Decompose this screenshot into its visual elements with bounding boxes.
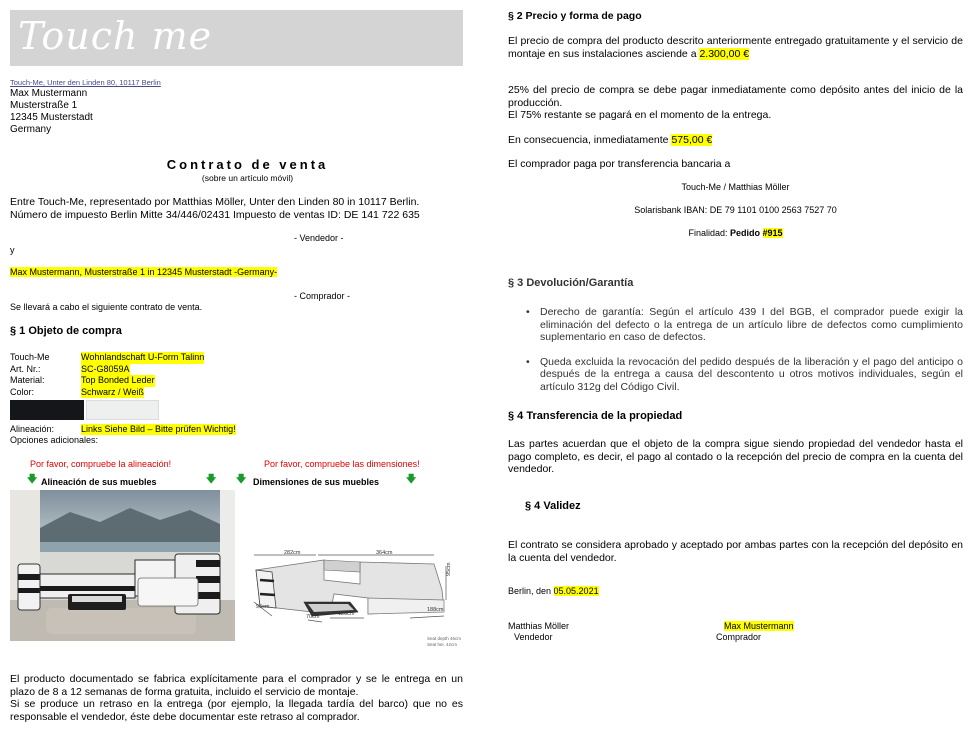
delivery-paragraph-1: El producto documentado se fabrica explícitamente para el comprador y se le entrega en un plazo de 8 a 12 semanas de forma gratuita, incluido el servicio de montaje.	[10, 673, 463, 698]
account-holder: Touch-Me / Matthias Möller	[681, 182, 790, 192]
deposit-line-2: El 75% restante se pagará en el momento de la entrega.	[508, 109, 772, 121]
color-swatch-white	[86, 400, 159, 420]
color-swatch-black	[10, 400, 84, 420]
alignment-value: Links Siehe Bild – Bitte prüfen Wichtig!	[81, 424, 236, 434]
contract-intro	[10, 196, 463, 221]
section-4-ownership-heading: § 4 Transferencia de la propiedad	[508, 410, 683, 422]
buyer-role: Comprador	[716, 632, 762, 642]
purpose-label: Finalidad:	[688, 228, 730, 238]
section-4-validity-heading: § 4 Validez	[525, 500, 581, 512]
intro-line-2	[10, 209, 463, 222]
seller-role: Vendedor	[514, 632, 553, 642]
bullet-text: Queda excluida la revocación del pedido después de la liberación y el pago del anticipo o después de la entrega a causa del descontento u otros motivos individuales, según el artículo 312g del Código Civil.	[540, 355, 963, 393]
spec-row	[10, 387, 204, 399]
check-alignment-note: Por favor, compruebe la alineación!	[30, 459, 172, 469]
recipient-name: Max Mustermann	[10, 88, 88, 99]
dim-label: 282cm	[284, 550, 301, 556]
spec-value: Schwarz / Weiß	[81, 386, 144, 397]
section-2-heading: § 2 Precio y forma de pago	[508, 10, 642, 22]
options-label: Opciones adicionales:	[10, 435, 99, 445]
delivery-paragraph-2: Si se produce un retraso en la entrega (por ejemplo, la llegada tardía del barco) que no es responsable el vendedor, éste debe documentar este retraso al comprador.	[10, 698, 463, 723]
sofa-room-photo	[10, 490, 235, 641]
bullet-text: Derecho de garantía: Según el artículo 439 I del BGB, el comprador puede exigir la eliminación del defecto o la entrega de un artículo libre de defectos como cumplimiento suplementario en caso de defectos.	[540, 306, 963, 343]
check-dimensions-note: Por favor, compruebe las dimensiones!	[264, 459, 420, 469]
item-spec-table	[10, 352, 204, 398]
dim-label: 188cm	[427, 607, 444, 613]
deposit-paragraph	[508, 84, 963, 122]
spec-label: Art. Nr.:	[10, 363, 41, 374]
ownership-paragraph: Las partes acuerdan que el objeto de la compra sigue siendo propiedad del vendedor hasta el pago completo, es decir, el pago al contado o la recepción del precio de compra en la cuenta del vendedor.	[508, 438, 963, 475]
buyer-line: Max Mustermann, Musterstraße 1 in 12345 Musterstadt -Germany-	[10, 267, 278, 277]
spec-label: Color:	[10, 386, 35, 397]
place-text: Berlin, den	[508, 586, 554, 596]
seller-label: - Vendedor -	[294, 233, 344, 243]
spec-value: Top Bonded Leder	[81, 375, 155, 385]
spec-label: Material:	[10, 375, 45, 385]
buyer-name: Max Mustermann	[724, 621, 794, 631]
consequence-text: En consecuencia, inmediatamente	[508, 134, 672, 146]
down-arrow-icon: 🡇	[236, 474, 247, 485]
buyer-label: - Comprador -	[294, 291, 351, 301]
place-date	[508, 586, 599, 597]
order-number: #915	[762, 228, 783, 238]
warranty-list	[508, 306, 963, 393]
down-arrow-icon: 🡇	[406, 474, 417, 485]
caption-alignment: Alineación de sus muebles	[41, 477, 157, 487]
tax-number-text: Número de impuesto Berlin Mitte 34/446/02431 Impuesto de ventas ID: DE	[10, 208, 362, 221]
price-text: El precio de compra del producto descrito anteriormente entregado gratuitamente y el servicio de montaje en sus instalaciones asciende a	[508, 35, 963, 60]
deposit-line-1: 25% del precio de compra se debe pagar inmediatamente como depósito antes del inicio de la producción.	[508, 84, 963, 109]
down-arrow-icon: 🡇	[206, 474, 217, 485]
sender-address-line[interactable]: Touch-Me, Unter den Linden 80, 10117 Berlin	[10, 78, 161, 87]
sofa-dimensions-drawing	[238, 490, 463, 651]
recipient-street: Musterstraße 1	[10, 100, 78, 111]
delivery-terms	[10, 673, 463, 723]
and-word: y	[10, 245, 15, 255]
transfer-line: El comprador paga por transferencia bancaria a	[508, 158, 731, 170]
section-1-heading: § 1 Objeto de compra	[10, 325, 122, 337]
purpose-order-word: Pedido	[729, 228, 763, 238]
deposit-amount-line	[508, 134, 712, 147]
spec-label: Touch-Me	[10, 352, 50, 362]
seat-height-note: Seat hei. 42cm	[427, 642, 458, 647]
intro-line-1: Entre Touch-Me, representado por Matthias Möller, Unter den Linden 80 in 10117 Berlin.	[10, 196, 420, 208]
dim-label: 95cm	[446, 562, 452, 576]
contract-title: Contrato de venta	[166, 157, 329, 172]
buyer-signature	[716, 621, 794, 643]
deposit-amount: 575,00 €	[671, 134, 713, 146]
recipient-address	[10, 88, 93, 136]
seller-signature	[508, 621, 569, 643]
spec-value: Wohnlandschaft U-Form Talinn	[81, 352, 205, 362]
logo: Touch me	[18, 14, 213, 58]
contract-subtitle: (sobre un artículo móvil)	[201, 173, 294, 183]
caption-dimensions: Dimensiones de sus muebles	[253, 477, 380, 487]
spec-row	[10, 364, 204, 376]
down-arrow-icon: 🡇	[27, 474, 38, 485]
recipient-country: Germany	[10, 124, 52, 135]
recipient-city: 12345 Musterstadt	[10, 112, 93, 123]
dim-label: 364cm	[376, 550, 393, 556]
seller-name: Matthias Möller	[508, 621, 570, 631]
alignment-row	[10, 424, 236, 435]
spec-value: SC-G8059A	[81, 363, 130, 374]
section-3-heading: § 3 Devolución/Garantía	[508, 277, 634, 289]
concluded-line: Se llevará a cabo el siguiente contrato de venta.	[10, 302, 203, 312]
alignment-label: Alineación:	[10, 424, 55, 434]
bullet-icon: •	[526, 306, 530, 318]
spec-row	[10, 352, 204, 364]
list-item	[508, 306, 963, 344]
dim-label: 96cm	[256, 604, 270, 610]
validity-paragraph: El contrato se considera aprobado y aceptado por ambas partes con la recepción del depósito en la cuenta del vendedor.	[508, 539, 963, 564]
vat-id: 141 722 635	[361, 208, 420, 221]
logo-banner	[10, 10, 463, 66]
bank-details: Solarisbank IBAN: DE 79 1101 0100 2563 7527 70	[634, 205, 837, 215]
dim-label: 70cm	[306, 614, 320, 620]
dim-label: 120cm	[338, 611, 355, 617]
contract-date: 05.05.2021	[553, 586, 599, 596]
spec-row	[10, 375, 204, 387]
price-paragraph	[508, 35, 963, 60]
list-item	[508, 356, 963, 394]
payment-purpose	[508, 228, 963, 239]
seat-depth-note: Seat depth 46cm	[427, 636, 462, 641]
total-price: 2.300,00 €	[699, 47, 750, 60]
bullet-icon: •	[526, 355, 530, 368]
